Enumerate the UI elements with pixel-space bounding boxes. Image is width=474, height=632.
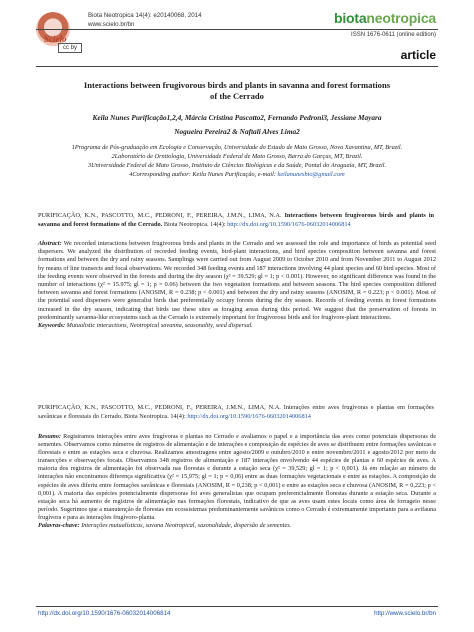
brand-part2: neotropica <box>366 10 436 26</box>
article-type-label: article <box>400 48 436 62</box>
author-list <box>60 111 414 139</box>
authors-line-1: Keila Nunes Purificação1,2,4, Márcia Cristina Pascotto2, Fernando Pedroni3, Jessiane Mayara <box>92 113 382 122</box>
paper-title <box>60 80 414 102</box>
keywords-text: Mutualistic interactions, Neotropical savanna, seasonality, seed dispersal. <box>66 322 253 330</box>
abstract <box>38 240 436 330</box>
header-divider-bottom <box>36 66 438 67</box>
citation-title: Interactions between frugivorous birds and plants in savanna and forest formations of the Cerrado. <box>38 212 434 228</box>
cc-license-badge[interactable]: cc by <box>58 43 82 53</box>
issn: ISSN 1676-0611 (online edition) <box>351 32 436 38</box>
brand-part1: biota <box>333 10 367 26</box>
title-line-1: Interactions between frugivorous birds and plants in savanna and forest formations <box>83 80 391 90</box>
affiliation-1: 1Programa de Pós-graduação em Ecologia e Conservação, Universidade do Estado de Mato Grosso, Nova Xavantina, MT, Brazil. <box>71 144 403 151</box>
page-header <box>0 0 474 70</box>
affiliation-2: 2Laboratório de Ornitologia, Universidade Federal de Mato Grosso, Barra do Garças, MT, Brazil. <box>111 153 363 161</box>
citation2-journal: Biota Neotropica. 14(4): <box>124 412 188 420</box>
corresponding-author: 4Corresponding author: Keila Nunes Purificação, e-mail: <box>129 171 278 179</box>
abstract-label: Abstract: <box>38 240 62 247</box>
english-citation <box>38 212 434 229</box>
resumo-label: Resumo: <box>38 433 61 440</box>
footer-doi-link[interactable]: http://dx.doi.org/10.1590/1676-06032014006814 <box>38 610 171 617</box>
author-email-link[interactable]: keilanunesbio@gmail.com <box>277 171 345 179</box>
affiliation-3: 3Universidade Federal de Mato Grosso, Instituto de Ciências Biológicas e da Saúde, Pontal do Araguaia, MT, Brazil. <box>87 162 387 170</box>
affiliation-4 <box>70 171 404 180</box>
header-divider <box>36 29 438 30</box>
journal-citation: Biota Neotropica 14(4): e20140068, 2014 <box>88 12 202 19</box>
citation2-authors: PURIFICAÇÃO, K.N., PASCOTTO, M.C., PEDRONI, F., PEREIRA, J.M.N., LIMA, N.A. <box>38 404 281 411</box>
keywords <box>38 322 436 330</box>
journal-brand <box>334 10 436 26</box>
keywords-label: Keywords: <box>38 322 66 330</box>
footer-divider <box>36 606 438 607</box>
abstract-body <box>38 240 436 322</box>
resumo <box>38 433 436 530</box>
citation-journal: Biota Neotropica. 14(4): <box>163 220 228 228</box>
scielo-logo-text: Scielo <box>44 34 67 44</box>
resumo-body <box>38 433 436 522</box>
abstract-text: We recorded interactions between frugivorous birds and plants in the Cerrado and we assessed the role and importance of birds as potential seed dispersers. We analyzed the distribution of recorded feeding events, bird-plant interactions, and bird species composition between savanna and forest formations and between the dry and rainy seasons. Samplings were carried out from August 2009 to October 2010 and from November 2011 to August 2012 by means of line transects and focal observations. We recorded 348 feeding events and 187 interactions involving 44 plant species and 60 bird species. Most of the feeding events were observed in the forests and during the dry season (χ² = 39.529; gl = 1; p < 0.001). However, no significant difference was found in the number of interactions (χ² = 15.975; gl = 1; p = 0.06) between the two vegetation formations and between seasons. The bird species composition differed between savanna and forest formations (ANOSIM, R = 0.238; p < 0.001) and between the dry and rainy seasons (ANOSIM, R = 0.223; p < 0.001). Most of the potential seed dispersers were generalist birds that preferentially occupy forests during the dry season. Records of feeding events in forest formations increased in the dry season, indicating that birds use these sites as foraging areas during this period. We suggest that the preservation of forests in predominantly savanna-like ecosystems such as the Cerrado is extremely important for frugivorous birds and for frugivore-plant interactions. <box>38 240 436 321</box>
resumo-text: Registramos interações entre aves frugívoras e plantas no Cerrado e avaliamos o papel e a importância das aves como potenciais dispersoras de sementes. Observamos como números de registros de alimentação e de interações e composição de espécies de aves se distribuem entre formações savânicas e florestais e entre as estações seca e chuvosa. Realizamos amostragens entre agosto/2009 e outubro/2010 e entre novembro/2011 e agosto/2012 por meio de transecções e observações focais. Observamos 348 registros de alimentação e 187 interações envolvendo 44 espécies de plantas e 60 espécies de aves. A maioria dos registros de alimentação foi observada nas florestas e durante a estação seca (χ² = 39,529; gl = 1; p < 0,001). Já em relação ao número de interações não encontramos diferença significativa (χ² = 15,975; gl = 1; p = 0,06) entre as duas formações vegetacionais e entre as estações. A composição de espécies de aves diferiu entre formações savânicas e florestais (ANOSIM, R = 0,238; p < 0,001) e entre as estações seca e chuvosa (ANOSIM, R = 0,223; p < 0,001). A maioria das espécies potencialmente dispersoras foi aves generalistas que ocupam preferencialmente florestas durante a estação seca. Durante a estação seca há aumento de registros de alimentação nas formações florestais, indicativo de que as aves usam estes locais como área de forrageio nesse período. Sugerimos que a manutenção de florestas em ecossistemas predominantemente savânicos como o Cerrado é extremamente importante para a avifauna frugívora e para as interações frugívoro-planta. <box>38 433 436 521</box>
affiliations <box>70 144 404 180</box>
citation2-title: Interações entre aves frugívoras e plantas em formações savânicas e florestais do Cerrado. <box>38 404 434 420</box>
authors-line-2: Nogueira Pereira2 & Naftali Alves Lima2 <box>174 127 300 136</box>
title-line-2: of the Cerrado <box>210 91 264 101</box>
palavras-chave <box>38 522 436 530</box>
portuguese-citation <box>38 404 434 421</box>
citation-doi-link[interactable]: http://dx.doi.org/10.1590/1676-06032014006814 <box>227 220 351 228</box>
palavras-label: Palavras-chave: <box>38 522 80 530</box>
journal-website[interactable]: www.scielo.br/bn <box>88 21 135 28</box>
footer-site-link[interactable]: http://www.scielo.br/bn <box>374 610 436 617</box>
citation2-doi-link[interactable]: http://dx.doi.org/10.1590/1676-06032014006814 <box>187 412 311 420</box>
citation-authors: PURIFICAÇÃO, K.N., PASCOTTO, M.C., PEDRONI, F., PEREIRA, J.M.N., LIMA, N.A. <box>38 212 282 219</box>
palavras-text: Interações mutualísticas, savana Neotropical, sazonalidade, dispersão de sementes. <box>81 522 292 530</box>
